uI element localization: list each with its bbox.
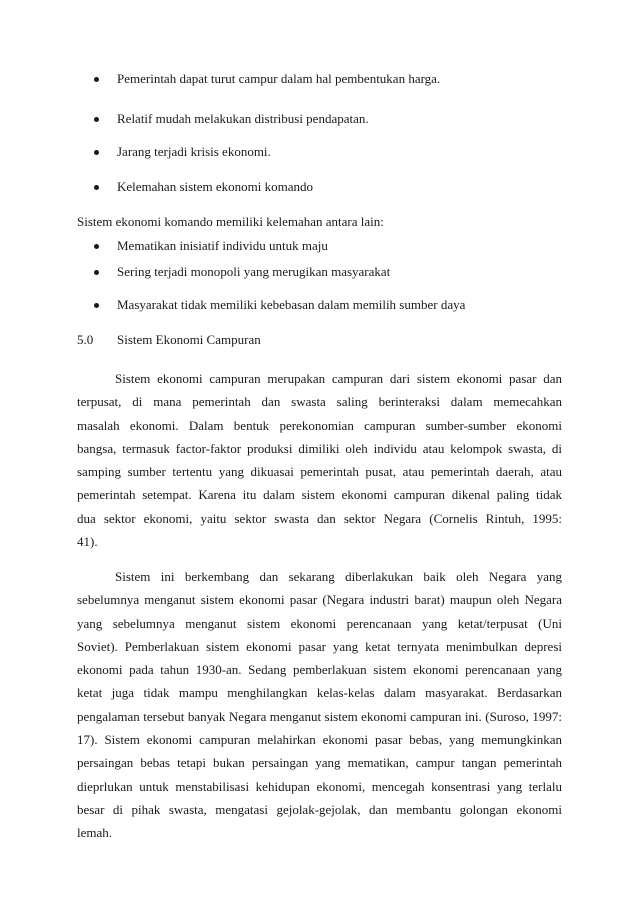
list-item: Jarang terjadi krisis ekonomi.: [117, 144, 271, 159]
paragraph-1: [77, 367, 562, 553]
paragraph-line: 41).: [77, 534, 98, 550]
section-number: 5.0: [77, 332, 94, 347]
paragraph-line: bangsa, termasuk factor-faktor produksi dimiliki oleh individu atau kelompok swasta, di: [77, 440, 562, 456]
section-title: Sistem Ekonomi Campuran: [117, 332, 261, 347]
paragraph-line: dua sektor ekonomi, yaitu sektor swasta dan sektor Negara (Cornelis Rintuh, 1995:: [77, 510, 562, 526]
paragraph-line: besar di pihak swasta, mengatasi gejolak-gejolak, dan membantu golongan ekonomi: [77, 801, 562, 817]
paragraph-line: persaingan bebas tetapi bukan persaingan yang mematikan, campur tangan pemerintah: [77, 755, 562, 771]
paragraph-line: lemah.: [77, 825, 113, 841]
bullet-icon: [94, 303, 99, 308]
paragraph-line: pemerintah setempat. Karena itu dalam sistem ekonomi campuran dikenal paling tidak: [77, 487, 562, 503]
list-item: Pemerintah dapat turut campur dalam hal pembentukan harga.: [117, 71, 441, 86]
bullet-icon: [94, 244, 99, 249]
list-item: Relatif mudah melakukan distribusi pendapatan.: [117, 111, 369, 126]
list-item: Kelemahan sistem ekonomi komando: [117, 179, 314, 194]
paragraph-line: 17). Sistem ekonomi campuran melahirkan ekonomi pasar bebas, yang memungkinkan: [77, 732, 562, 748]
paragraph-line: masalah ekonomi. Dalam bentuk perekonomian campuran sumber-sumber ekonomi: [77, 417, 562, 433]
paragraph-line: ekonomi pada tahun 1930-an. Sedang pemberlakuan sistem ekonomi perencanaan yang: [77, 662, 562, 678]
bullet-icon: [94, 117, 99, 122]
paragraph-line: ketat juga tidak mampu menghilangkan kelas-kelas dalam masyarakat. Berdasarkan: [77, 685, 562, 701]
paragraph-line: pengalaman tersebut banyak Negara menganut sistem ekonomi campuran ini. (Suroso, 1997:: [77, 708, 562, 724]
paragraph-line: sebelumnya menganut sistem ekonomi pasar (Negara industri barat) maupun oleh Negara: [77, 592, 562, 608]
bullet-icon: [94, 77, 99, 82]
bullet-icon: [94, 185, 99, 190]
paragraph-2: [77, 565, 562, 845]
paragraph-line: Sistem ekonomi campuran merupakan campuran dari sistem ekonomi pasar dan: [115, 371, 562, 386]
paragraph-line: Sistem ini berkembang dan sekarang diberlakukan baik oleh Negara yang: [115, 569, 562, 584]
bullet-icon: [94, 270, 99, 275]
paragraph-line: dieprlukan untuk menstabilisasi kehidupan ekonomi, mencegah konsentrasi yang terlalu: [77, 778, 562, 794]
paragraph-line: samping sumber tertentu yang dikuasai pemerintah pusat, atau pemerintah daerah, atau: [77, 464, 562, 480]
list-item: Mematikan inisiatif individu untuk maju: [117, 238, 328, 253]
bullet-icon: [94, 150, 99, 155]
paragraph-line: yang sebelumnya menganut sistem ekonomi perencanaan yang ketat/terpusat (Uni: [77, 615, 562, 631]
intro-text: Sistem ekonomi komando memiliki kelemahan antara lain:: [77, 214, 384, 229]
paragraph-line: Soviet). Pemberlakuan sistem ekonomi pasar yang ketat ternyata menimbulkan depresi: [77, 638, 562, 654]
list-item: Masyarakat tidak memiliki kebebasan dalam memilih sumber daya: [117, 297, 466, 312]
list-item: Sering terjadi monopoli yang merugikan masyarakat: [117, 264, 391, 279]
paragraph-line: terpusat, di mana pemerintah dan swasta saling berinteraksi dalam memecahkan: [77, 394, 562, 410]
